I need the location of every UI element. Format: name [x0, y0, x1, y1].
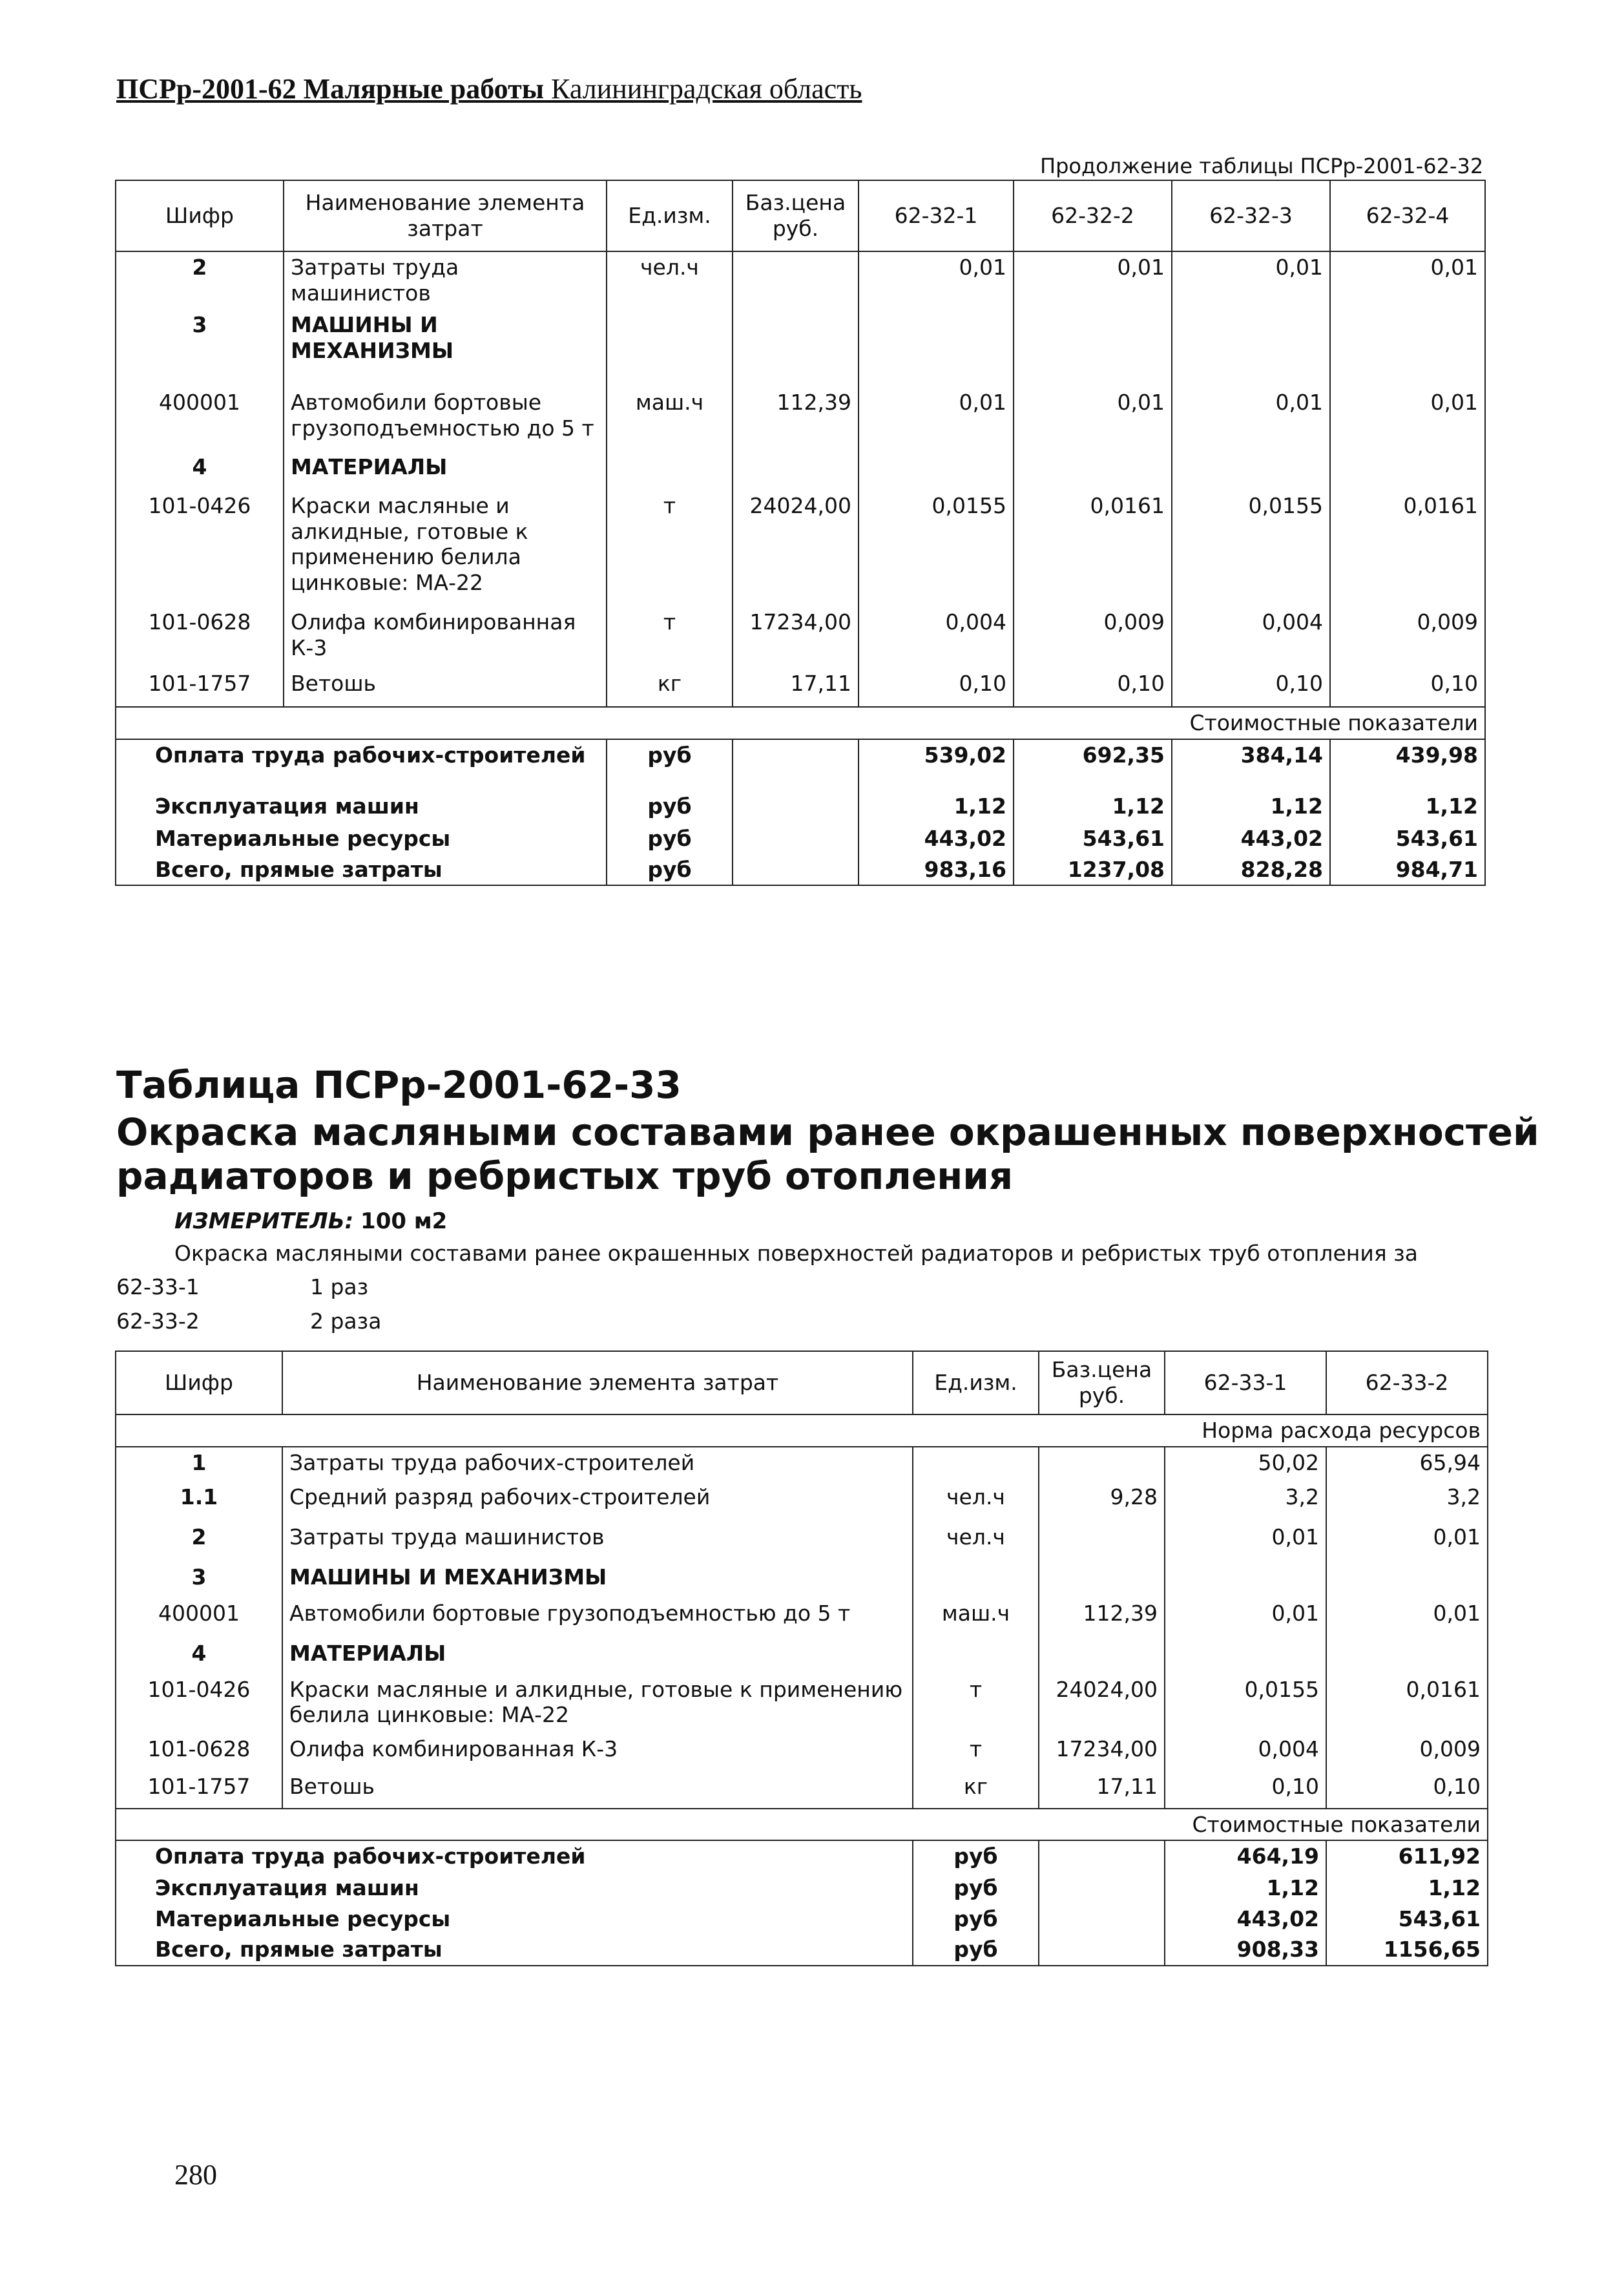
unit-cell: чел.ч — [913, 1522, 1039, 1562]
value-cell: 0,0155 — [1165, 1674, 1326, 1734]
summary-row — [116, 739, 1485, 791]
measure-label: ИЗМЕРИТЕЛЬ: — [174, 1208, 354, 1234]
summary-label: Материальные ресурсы — [116, 1904, 913, 1935]
value-cell — [1326, 1638, 1488, 1674]
price-cell: 24024,00 — [1039, 1674, 1165, 1734]
name-cell: Краски масляные и алкидные, готовые к применению белила цинковые: МА-22 — [284, 490, 607, 607]
price-cell — [733, 854, 859, 886]
value-cell: 0,01 — [1330, 387, 1485, 452]
value-cell: 0,01 — [859, 251, 1014, 310]
value-cell: 0,004 — [859, 607, 1014, 668]
value-cell: 0,01 — [1330, 251, 1485, 310]
summary-value: 464,19 — [1165, 1840, 1326, 1873]
summary-label: Оплата труда рабочих-строителей — [116, 739, 607, 791]
unit-cell: т — [607, 490, 733, 607]
table-row — [116, 1482, 1488, 1522]
summary-row — [116, 791, 1485, 823]
summary-unit: руб — [913, 1873, 1039, 1904]
value-cell: 0,01 — [1165, 1522, 1326, 1562]
value-cell — [859, 452, 1014, 490]
value-cell: 0,009 — [1330, 607, 1485, 668]
table-header-row — [116, 180, 1485, 251]
value-cell: 50,02 — [1165, 1447, 1326, 1482]
value-cell: 0,01 — [1172, 387, 1330, 452]
summary-label: Эксплуатация машин — [116, 1873, 913, 1904]
header-region: Калининградская область — [551, 73, 862, 105]
code-cell: 2 — [116, 251, 284, 310]
summary-value: 443,02 — [1172, 823, 1330, 854]
price-cell — [1039, 1873, 1165, 1904]
price-cell: 112,39 — [733, 387, 859, 452]
code-cell: 400001 — [116, 1598, 282, 1638]
value-cell: 3,2 — [1326, 1482, 1488, 1522]
column-header: 62-32-4 — [1330, 180, 1485, 251]
unit-cell: кг — [913, 1771, 1039, 1809]
unit-cell — [607, 452, 733, 490]
page-header — [116, 72, 862, 105]
option-text: 2 раза — [310, 1309, 382, 1334]
price-cell — [1039, 1904, 1165, 1935]
name-cell: Олифа комбинированная К-3 — [282, 1734, 913, 1771]
price-cell — [733, 823, 859, 854]
table-row — [116, 310, 1485, 387]
value-cell: 0,004 — [1165, 1734, 1326, 1771]
price-cell: 17,11 — [1039, 1771, 1165, 1809]
option-code: 62-33-1 — [116, 1274, 200, 1299]
summary-label: Всего, прямые затраты — [116, 1934, 913, 1966]
name-cell: Затраты труда машинистов — [282, 1522, 913, 1562]
summary-unit: руб — [913, 1934, 1039, 1966]
summary-row — [116, 1934, 1488, 1966]
value-cell: 0,01 — [1172, 251, 1330, 310]
value-cell: 0,10 — [1330, 668, 1485, 707]
table-title: Таблица ПСРр-2001-62-33 — [116, 1063, 682, 1107]
section-label: Стоимостные показатели — [116, 707, 1485, 739]
unit-cell — [913, 1447, 1039, 1482]
unit-cell: т — [913, 1734, 1039, 1771]
column-header: Ед.изм. — [607, 180, 733, 251]
price-cell — [733, 251, 859, 310]
summary-value: 543,61 — [1014, 823, 1172, 854]
value-cell: 0,0155 — [1172, 490, 1330, 607]
column-header: Наименование элемента затрат — [282, 1351, 913, 1414]
summary-value: 692,35 — [1014, 739, 1172, 791]
summary-value: 1237,08 — [1014, 854, 1172, 886]
column-header: 62-32-1 — [859, 180, 1014, 251]
column-header: Баз.цена руб. — [733, 180, 859, 251]
price-cell — [733, 739, 859, 791]
unit-cell: т — [913, 1674, 1039, 1734]
code-cell: 3 — [116, 1562, 282, 1598]
summary-label: Материальные ресурсы — [116, 823, 607, 854]
column-header: Шифр — [116, 180, 284, 251]
value-cell — [1172, 310, 1330, 387]
measure-line — [174, 1208, 447, 1234]
code-cell: 101-0426 — [116, 490, 284, 607]
code-cell: 400001 — [116, 387, 284, 452]
summary-row — [116, 823, 1485, 854]
subtitle-line-1: Окраска масляными составами ранее окрашенных поверхностей — [116, 1110, 1539, 1154]
name-cell: Затраты труда рабочих-строителей — [282, 1447, 913, 1482]
price-cell — [1039, 1522, 1165, 1562]
value-cell: 0,0161 — [1326, 1674, 1488, 1734]
table-description: Окраска масляными составами ранее окрашенных поверхностей радиаторов и ребристых труб отопления за — [174, 1241, 1418, 1266]
value-cell — [1165, 1562, 1326, 1598]
summary-value: 984,71 — [1330, 854, 1485, 886]
code-cell: 101-0628 — [116, 607, 284, 668]
value-cell: 0,004 — [1172, 607, 1330, 668]
value-cell — [1172, 452, 1330, 490]
value-cell: 65,94 — [1326, 1447, 1488, 1482]
summary-label: Эксплуатация машин — [116, 791, 607, 823]
column-header: 62-32-3 — [1172, 180, 1330, 251]
name-cell: Средний разряд рабочих-строителей — [282, 1482, 913, 1522]
code-cell: 101-0628 — [116, 1734, 282, 1771]
code-cell: 3 — [116, 310, 284, 387]
price-cell: 9,28 — [1039, 1482, 1165, 1522]
summary-value: 1,12 — [1172, 791, 1330, 823]
summary-value: 1156,65 — [1326, 1934, 1488, 1966]
summary-value: 1,12 — [1165, 1873, 1326, 1904]
value-cell — [859, 310, 1014, 387]
table-row — [116, 251, 1485, 310]
price-cell — [1039, 1840, 1165, 1873]
table-row — [116, 1598, 1488, 1638]
summary-value: 543,61 — [1326, 1904, 1488, 1935]
column-header: 62-32-2 — [1014, 180, 1172, 251]
summary-value: 908,33 — [1165, 1934, 1326, 1966]
summary-unit: руб — [607, 854, 733, 886]
section-label-row — [116, 1809, 1488, 1841]
name-cell: Затраты труда машинистов — [284, 251, 607, 310]
code-cell: 1.1 — [116, 1482, 282, 1522]
value-cell: 0,10 — [859, 668, 1014, 707]
table-row — [116, 1447, 1488, 1482]
value-cell: 0,10 — [1326, 1771, 1488, 1809]
name-cell: Автомобили бортовые грузоподъемностью до 5 т — [282, 1598, 913, 1638]
value-cell — [1330, 452, 1485, 490]
unit-cell: маш.ч — [913, 1598, 1039, 1638]
table-subtitle — [116, 1110, 1539, 1199]
price-cell: 112,39 — [1039, 1598, 1165, 1638]
value-cell: 0,01 — [1014, 251, 1172, 310]
value-cell: 3,2 — [1165, 1482, 1326, 1522]
code-cell: 4 — [116, 1638, 282, 1674]
name-cell: Ветошь — [282, 1771, 913, 1809]
summary-unit: руб — [607, 791, 733, 823]
value-cell — [1326, 1562, 1488, 1598]
value-cell: 0,01 — [1165, 1598, 1326, 1638]
code-cell: 101-0426 — [116, 1674, 282, 1734]
value-cell: 0,01 — [1326, 1522, 1488, 1562]
resource-table-62-32 — [115, 180, 1486, 886]
name-cell: Олифа комбинированная К-3 — [284, 607, 607, 668]
summary-value: 443,02 — [859, 823, 1014, 854]
value-cell: 0,01 — [859, 387, 1014, 452]
value-cell — [1014, 452, 1172, 490]
table-header-row — [116, 1351, 1488, 1414]
price-cell: 24024,00 — [733, 490, 859, 607]
summary-value: 443,02 — [1165, 1904, 1326, 1935]
summary-row — [116, 854, 1485, 886]
value-cell — [1014, 310, 1172, 387]
table-row — [116, 1674, 1488, 1734]
unit-cell: маш.ч — [607, 387, 733, 452]
summary-label: Оплата труда рабочих-строителей — [116, 1840, 913, 1873]
name-cell: Краски масляные и алкидные, готовые к применению белила цинковые: МА-22 — [282, 1674, 913, 1734]
value-cell: 0,10 — [1172, 668, 1330, 707]
column-header: Ед.изм. — [913, 1351, 1039, 1414]
code-cell: 2 — [116, 1522, 282, 1562]
code-cell: 4 — [116, 452, 284, 490]
name-cell: МАШИНЫ И МЕХАНИЗМЫ — [284, 310, 607, 387]
unit-cell: т — [607, 607, 733, 668]
table-row — [116, 387, 1485, 452]
summary-label: Всего, прямые затраты — [116, 854, 607, 886]
section-label-row — [116, 707, 1485, 739]
summary-unit: руб — [913, 1840, 1039, 1873]
continuation-note: Продолжение таблицы ПСРр-2001-62-32 — [1040, 154, 1484, 178]
option-code: 62-33-2 — [116, 1309, 200, 1334]
summary-value: 539,02 — [859, 739, 1014, 791]
summary-row — [116, 1873, 1488, 1904]
price-cell — [733, 452, 859, 490]
price-cell: 17234,00 — [733, 607, 859, 668]
table-row — [116, 668, 1485, 707]
value-cell — [1165, 1638, 1326, 1674]
code-cell: 101-1757 — [116, 1771, 282, 1809]
summary-value: 439,98 — [1330, 739, 1485, 791]
unit-cell — [913, 1638, 1039, 1674]
summary-value: 1,12 — [1014, 791, 1172, 823]
value-cell: 0,0161 — [1014, 490, 1172, 607]
value-cell: 0,009 — [1326, 1734, 1488, 1771]
table-row — [116, 490, 1485, 607]
unit-cell: чел.ч — [913, 1482, 1039, 1522]
code-cell: 101-1757 — [116, 668, 284, 707]
code-cell: 1 — [116, 1447, 282, 1482]
value-cell: 0,01 — [1326, 1598, 1488, 1638]
value-cell: 0,0155 — [859, 490, 1014, 607]
header-code: ПСРр-2001-62 Малярные работы — [116, 73, 545, 105]
value-cell: 0,0161 — [1330, 490, 1485, 607]
summary-row — [116, 1904, 1488, 1935]
unit-cell: чел.ч — [607, 251, 733, 310]
table-row — [116, 607, 1485, 668]
summary-value: 384,14 — [1172, 739, 1330, 791]
summary-value: 1,12 — [1330, 791, 1485, 823]
unit-cell — [607, 310, 733, 387]
price-cell — [1039, 1447, 1165, 1482]
resource-table-62-33 — [115, 1351, 1488, 1966]
table-row — [116, 1522, 1488, 1562]
summary-value: 828,28 — [1172, 854, 1330, 886]
subtitle-line-2: радиаторов и ребристых труб отопления — [116, 1154, 1014, 1199]
norm-label-row — [116, 1414, 1488, 1447]
value-cell: 0,01 — [1014, 387, 1172, 452]
summary-value: 1,12 — [1326, 1873, 1488, 1904]
measure-value: 100 м2 — [360, 1208, 448, 1234]
column-header: 62-33-1 — [1165, 1351, 1326, 1414]
page-number: 280 — [174, 2159, 217, 2191]
table-row — [116, 1734, 1488, 1771]
table-row — [116, 1562, 1488, 1598]
section-label: Стоимостные показатели — [116, 1809, 1488, 1841]
summary-unit: руб — [607, 823, 733, 854]
price-cell: 17234,00 — [1039, 1734, 1165, 1771]
option-text: 1 раз — [310, 1274, 369, 1299]
name-cell: Ветошь — [284, 668, 607, 707]
table-row — [116, 452, 1485, 490]
value-cell: 0,10 — [1165, 1771, 1326, 1809]
summary-unit: руб — [913, 1904, 1039, 1935]
table-row — [116, 1771, 1488, 1809]
name-cell: МАШИНЫ И МЕХАНИЗМЫ — [282, 1562, 913, 1598]
name-cell: МАТЕРИАЛЫ — [282, 1638, 913, 1674]
column-header: Баз.цена руб. — [1039, 1351, 1165, 1414]
summary-unit: руб — [607, 739, 733, 791]
value-cell — [1330, 310, 1485, 387]
name-cell: МАТЕРИАЛЫ — [284, 452, 607, 490]
price-cell: 17,11 — [733, 668, 859, 707]
column-header: 62-33-2 — [1326, 1351, 1488, 1414]
summary-row — [116, 1840, 1488, 1873]
value-cell: 0,009 — [1014, 607, 1172, 668]
summary-value: 611,92 — [1326, 1840, 1488, 1873]
norm-label: Норма расхода ресурсов — [116, 1414, 1488, 1447]
price-cell — [1039, 1638, 1165, 1674]
summary-value: 983,16 — [859, 854, 1014, 886]
price-cell — [1039, 1562, 1165, 1598]
value-cell: 0,10 — [1014, 668, 1172, 707]
column-header: Шифр — [116, 1351, 282, 1414]
summary-value: 543,61 — [1330, 823, 1485, 854]
price-cell — [1039, 1934, 1165, 1966]
name-cell: Автомобили бортовые грузоподъемностью до 5 т — [284, 387, 607, 452]
unit-cell: кг — [607, 668, 733, 707]
price-cell — [733, 791, 859, 823]
column-header: Наименование элемента затрат — [284, 180, 607, 251]
unit-cell — [913, 1562, 1039, 1598]
price-cell — [733, 310, 859, 387]
summary-value: 1,12 — [859, 791, 1014, 823]
table-row — [116, 1638, 1488, 1674]
